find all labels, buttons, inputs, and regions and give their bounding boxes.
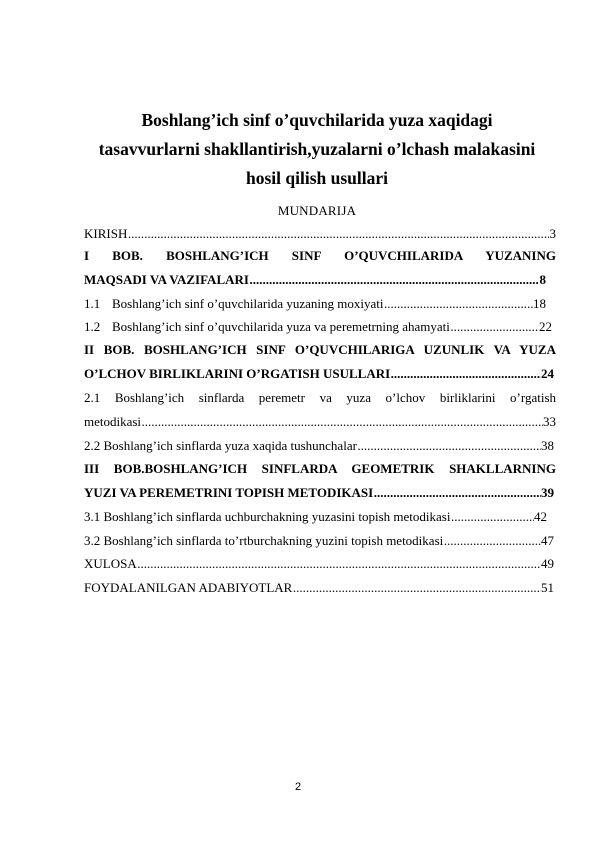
toc-entry-chapter-3: [84, 462, 556, 477]
toc-entry-text: O’LCHOV BIRLIKLARINI O’RGATISH USULLARI: [84, 367, 391, 381]
toc-entry-1-1: [84, 297, 546, 312]
toc-entry-text: Boshlang’ich sinf o’quvchilarida yuzaning moxiyati: [112, 297, 384, 311]
toc-entry-3-2: [84, 534, 554, 549]
toc-entry-text: III BOB.BOSHLANG’ICH SINFLARDA GEOMETRIK SHAKLLARNING: [84, 461, 556, 476]
dot-leader: [450, 320, 538, 333]
toc-entry-text: Boshlang’ich sinf o’quvchilarida yuza va peremetrning ahamyati: [112, 320, 450, 334]
dot-leader: [444, 534, 541, 547]
dot-leader: [128, 227, 549, 240]
toc-entry-text: MAQSADI VA VAZIFALARI: [84, 273, 249, 287]
toc-page-number: 47: [541, 534, 554, 548]
document-title-line-1: Boshlang’ich sinf o’quvchilarida yuza xaqidagi: [141, 110, 493, 130]
toc-entry-chapter-1-cont: [84, 273, 546, 288]
document-title-line-3: hosil qilish usullari: [245, 168, 388, 188]
toc-page-number: 18: [533, 297, 546, 311]
toc-entry-2-2: [84, 439, 554, 454]
contents-heading: MUNDARIJA: [277, 203, 357, 218]
toc-entry-2-1-cont: [84, 415, 556, 430]
toc-section-number: 1.2: [84, 320, 101, 334]
dot-leader: [137, 557, 540, 570]
toc-page-number: 22: [539, 320, 552, 334]
toc-page-number: 38: [541, 439, 554, 453]
toc-entry-text: 3.2 Boshlang’ich sinflarda to’rtburchakning yuzini topish metodikasi: [84, 534, 444, 548]
toc-entry-kirish: [84, 227, 556, 242]
dot-leader: [384, 297, 533, 310]
toc-entry-chapter-2: [84, 343, 556, 358]
toc-entry-text: FOYDALANILGAN ADABIYOTLAR: [84, 581, 293, 595]
toc-entry-text: I BOB. BOSHLANG’ICH SINF O’QUVCHILARIDA YUZANING: [84, 248, 556, 263]
toc-entry-text: metodikasi: [84, 415, 142, 429]
toc-page-number: 8: [539, 273, 546, 287]
toc-page-number: 24: [541, 367, 554, 381]
toc-entry-xulosa: [84, 557, 554, 572]
toc-page-number: 33: [543, 415, 556, 429]
toc-section-number: 1.1: [84, 297, 101, 311]
document-title-line-2: tasavvurlarni shakllantirish,yuzalarni o’lchash malakasini: [98, 139, 536, 159]
toc-entry-1-2: [84, 320, 552, 335]
dot-leader: [374, 486, 541, 499]
toc-page-number: 49: [541, 557, 554, 571]
toc-entry-text: 2.2 Boshlang’ich sinflarda yuza xaqida tushunchalar: [84, 439, 357, 453]
toc-entry-text: XULOSA: [84, 557, 137, 571]
toc-entry-chapter-2-cont: [84, 367, 554, 382]
toc-entry-text: II BOB. BOSHLANG’ICH SINF O’QUVCHILARIGA UZUNLIK VA YUZA: [84, 342, 556, 357]
toc-entry-text: 2.1 Boshlang’ich sinflarda peremetr va yuza o’lchov birliklarini o’rgatish: [84, 390, 556, 405]
toc-page-number: 39: [541, 486, 554, 500]
dot-leader: [293, 581, 541, 594]
toc-entry-text: YUZI VA PEREMETRINI TOPISH METODIKASI: [84, 486, 374, 500]
dot-leader: [451, 510, 534, 523]
dot-leader: [391, 367, 541, 380]
dot-leader: [249, 273, 539, 286]
toc-entry-text: KIRISH: [84, 227, 128, 241]
toc-page-number: 3: [549, 227, 556, 241]
toc-entry-adabiyotlar: [84, 581, 554, 596]
dot-leader: [357, 439, 540, 452]
page-number: 2: [294, 781, 302, 793]
toc-entry-chapter-3-cont: [84, 486, 554, 501]
toc-page-number: 42: [534, 510, 547, 524]
toc-entry-chapter-1: [84, 249, 556, 264]
toc-page-number: 51: [541, 581, 554, 595]
toc-entry-text: 3.1 Boshlang’ich sinflarda uchburchakning yuzasini topish metodikasi: [84, 510, 451, 524]
toc-entry-3-1: [84, 510, 547, 525]
dot-leader: [142, 415, 543, 428]
toc-entry-2-1: [84, 391, 556, 406]
